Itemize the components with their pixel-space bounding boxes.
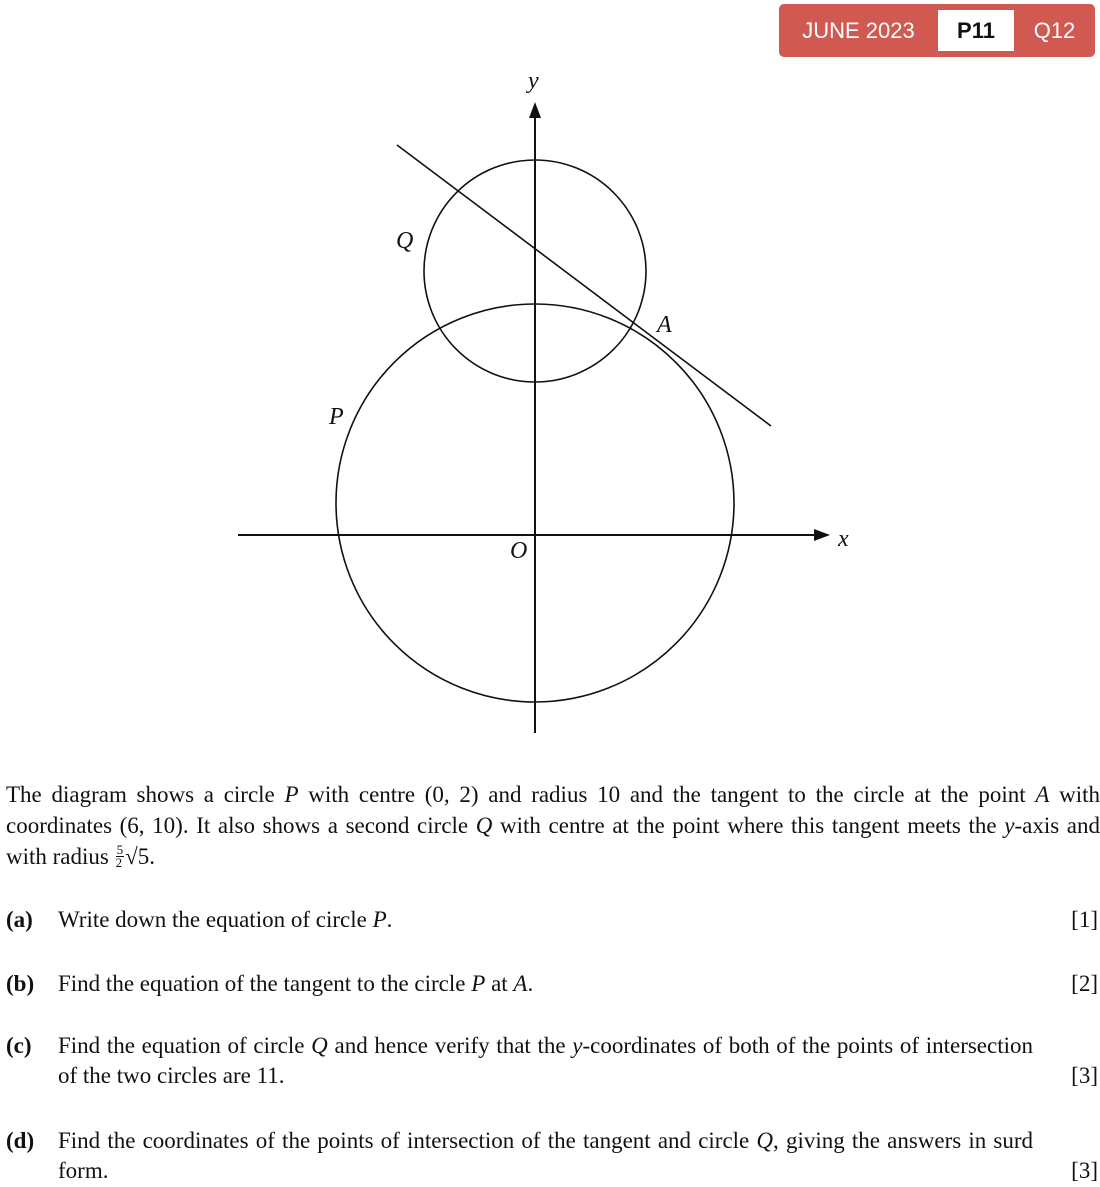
point-a-label: A: [657, 312, 672, 338]
part-label: (b): [6, 971, 35, 996]
circle-q-label: Q: [396, 228, 414, 254]
part-label: (d): [6, 1128, 35, 1153]
intro-circle-q: Q: [475, 813, 493, 838]
intro-text: with centre (0, 2) and radius 10 and the tangent to the circle at the point: [298, 782, 1036, 807]
intro-point-a: A: [1035, 782, 1050, 807]
part-math: P: [372, 907, 387, 932]
part-text-segment: -coordinates of both of the points of intersection of the two circles are 11.: [58, 1033, 1034, 1088]
part-text-segment: Find the equation of the tangent to the circle: [58, 971, 472, 996]
intro-text: .: [149, 844, 155, 869]
part-marks: [1]: [1071, 907, 1098, 932]
tangent-line: [397, 145, 771, 426]
x-axis-arrow: [814, 529, 830, 541]
fraction-denominator: 2: [115, 855, 123, 871]
intro-circle-p: P: [284, 782, 299, 807]
intro-y: y: [1004, 813, 1015, 838]
part-text-segment: Write down the equation of circle: [58, 907, 373, 932]
intro-text: with centre at the point where this tangent meets the: [492, 813, 1005, 838]
intro-text: -axis and with radius: [6, 813, 1100, 869]
y-axis-arrow: [529, 102, 541, 118]
part-text: [58, 1031, 1033, 1091]
part-math: P: [471, 971, 486, 996]
part-text-segment: Find the coordinates of the points of intersection of the tangent and circle: [58, 1128, 757, 1153]
part-text-segment: .: [527, 971, 534, 996]
part-math: Q: [756, 1128, 774, 1153]
part-text-segment: Find the equation of circle: [58, 1033, 312, 1058]
intro-text: with coordinates (6, 10). It also shows a second circle: [6, 782, 1100, 838]
part-math: Q: [311, 1033, 328, 1058]
part-label: (c): [6, 1033, 32, 1058]
part-marks: [2]: [1071, 971, 1098, 996]
part-math: y: [572, 1033, 583, 1058]
part-text-segment: , giving the answers in surd form.: [58, 1128, 1034, 1183]
question-number: Q12: [1033, 18, 1076, 43]
part-label: (a): [6, 907, 33, 932]
paper-number: P11: [938, 10, 1014, 51]
part-text-segment: and hence verify that the: [327, 1033, 573, 1058]
part-text: [58, 905, 1098, 935]
origin-label: O: [510, 538, 528, 564]
part-text-segment: at: [485, 971, 514, 996]
part-marks: [3]: [1071, 1063, 1098, 1088]
y-axis-label: y: [528, 68, 539, 94]
question-intro: [6, 779, 1100, 872]
x-axis-label: x: [838, 526, 849, 552]
part-text: [58, 1126, 1033, 1186]
part-math: A: [513, 971, 528, 996]
part-text: [58, 969, 1098, 999]
fraction-numerator: 5: [116, 842, 124, 858]
intro-text: The diagram shows a circle: [6, 782, 285, 807]
radius-fraction: [116, 844, 125, 869]
radius-root: √5: [125, 844, 150, 869]
part-marks: [3]: [1071, 1158, 1098, 1183]
part-text-segment: .: [386, 907, 393, 932]
exam-date: JUNE 2023: [802, 18, 915, 43]
circle-p-label: P: [329, 404, 344, 430]
